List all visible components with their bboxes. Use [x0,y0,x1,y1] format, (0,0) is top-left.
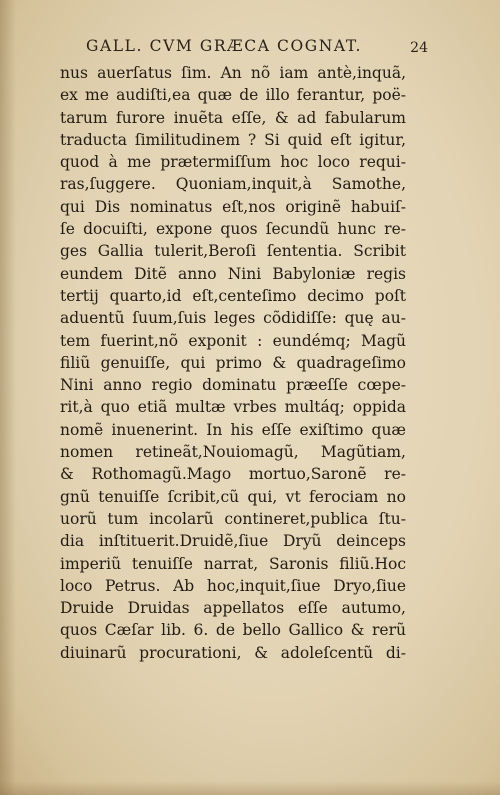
text-line: nomẽ inuenerint. In his eſſe exiſtimo quæ [60,420,406,439]
text-line: aduentũ ſuum,ſuis leges cõdidiſſe: quę au- [60,309,406,328]
text-line: tarum furore inuẽta eſſe, & ad fabularum [60,108,406,127]
text-line: nomen retineãt,Nouiomagũ, Magũtiam, [60,443,406,462]
page-number: 24 [410,40,428,56]
text-line: quos Cæſar lib. 6. de bello Gallico & rerũ [60,621,406,640]
text-line: filiũ genuiſſe, qui primo & quadrageſimo [60,353,406,372]
text-line: nus auerſatus ſim. An nõ iam antè,inquã, [60,64,406,82]
text-line: quod à me prætermiſſum hoc loco requi- [60,153,406,172]
text-line: gnũ tenuiſſe ſcribit,cũ qui, vt ferociam no [60,487,406,506]
body-text [60,62,406,664]
text-line: Nini anno regio dominatu præeſſe cœpe- [60,376,406,395]
text-line: qui Dis nominatus eſt,nos originẽ habuiſ- [60,197,406,216]
text-line: traducta ſimilitudinem ? Si quid eſt igitur, [60,130,406,149]
text-line: tem fuerint,nõ exponit : eundémq; Magũ [60,331,406,350]
running-head: GALL. CVM GRÆCA COGNAT. [86,37,363,55]
text-line: ges Gallia tulerit,Beroſi ſententia. Scribit [60,242,406,261]
text-line: ex me audiſti,ea quæ de illo ferantur, poë- [60,86,406,105]
page-bottom-edge [0,781,500,795]
text-line: imperiũ tenuiſſe narrat, Saronis filiũ.Hoc [60,554,406,573]
text-line: rit,à quo etiã multæ vrbes multáq; oppida [60,398,406,417]
text-line: eundem Ditẽ anno Nini Babyloniæ regis [60,264,406,283]
spine-shadow [0,0,16,795]
text-line: diuinarũ procurationi, & adoleſcentũ di- [60,643,406,662]
text-line: Druide Druidas appellatos eſſe autumo, [60,599,406,618]
text-line: ras,ſuggere. Quoniam,inquit,à Samothe, [60,175,406,194]
text-line: tertij quarto,id eſt,centeſimo decimo poſt [60,286,406,305]
text-line: ſe docuiſti, expone quos ſecundũ hunc re- [60,220,406,239]
text-line: & Rothomagũ.Mago mortuo,Saronẽ re- [60,465,406,484]
text-line: loco Petrus. Ab hoc,inquit,ſiue Dryo,ſiue [60,576,406,595]
text-line: dia inſtituerit.Druidẽ,ſiue Dryũ deinceps [60,532,406,551]
text-line: uorũ tum incolarũ contineret,publica ſtu- [60,509,406,528]
page-header [86,37,428,61]
